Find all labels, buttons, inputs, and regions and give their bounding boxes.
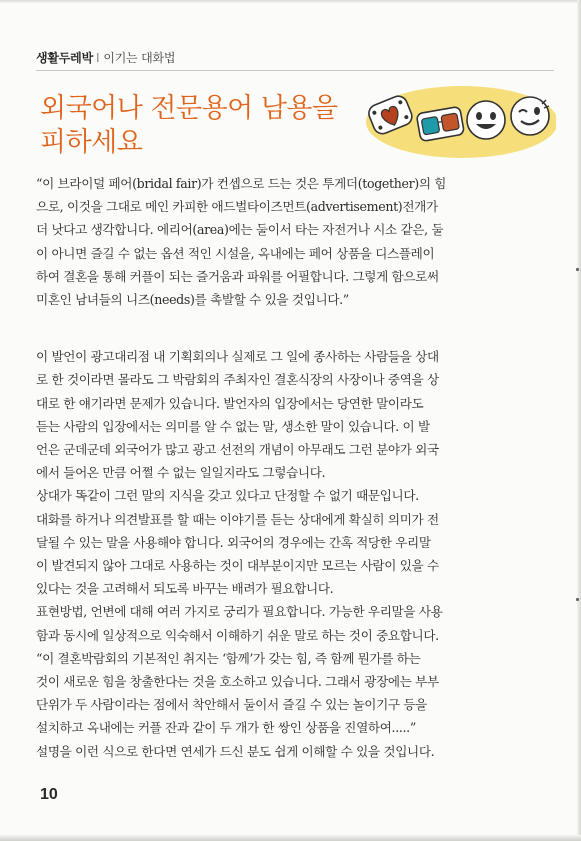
body-paragraph-1 <box>36 345 546 484</box>
body-line: 대로 한 얘기라면 문제가 있습니다. 발언자의 입장에서는 당연한 말이라도 <box>36 395 424 411</box>
body-line: 표현방법, 언변에 대해 여러 가지로 궁리가 필요합니다. 가능한 우리말을 사용 <box>36 604 443 620</box>
header-section: 생활두레박 <box>36 51 93 65</box>
quote-line: 이 아니면 즐길 수 없는 옵션 적인 시설을, 옥내에는 페어 상품을 디스플레이 <box>36 245 435 261</box>
body-line: 함과 동시에 일상적으로 익숙해서 이해하기 쉬운 말로 하는 것이 중요합니다. <box>36 627 439 643</box>
margin-mark <box>576 268 579 271</box>
body-line: 이 발견되지 않아 그대로 사용하는 것이 대부분이지만 모르는 사람이 있을 수 <box>36 558 439 574</box>
quote-line: 더 낫다고 생각합니다. 에리어(area)에는 둘이서 타는 자전거나 시소 같은, 둘 <box>36 222 444 238</box>
margin-mark <box>576 598 579 601</box>
body-paragraph-3 <box>36 508 546 601</box>
body-line: 이 발언이 광고대리점 내 기획회의나 실제로 그 일에 종사하는 사람들을 상대 <box>36 349 439 365</box>
title-line-2: 피하세요 <box>40 127 143 158</box>
page-edge-bottom <box>0 835 581 841</box>
body-paragraph-5 <box>36 647 546 740</box>
body-line: 언은 군데군데 외국어가 많고 광고 선전의 개념이 아무래도 그런 분야가 외국 <box>36 442 439 458</box>
title-illustration <box>360 82 556 160</box>
article-body <box>36 172 546 763</box>
quote-line: 으로, 이것을 그대로 메인 카피한 애드벌타이즈먼트(advertisement)전개가 <box>36 199 438 215</box>
body-line: 설명을 이런 식으로 한다면 연세가 드신 분도 쉽게 이해할 수 있을 것입니다. <box>36 743 435 759</box>
quote-line: 미혼인 남녀들의 니즈(needs)를 촉발할 수 있을 것입니다.” <box>36 292 349 308</box>
paragraph-gap <box>36 311 546 335</box>
body-line: “이 결혼박람회의 기본적인 취지는 ‘함께’가 갖는 힘, 즉 함께 뭔가를 하는 <box>36 650 421 666</box>
body-paragraph-2 <box>36 484 546 507</box>
body-line: 대화를 하거나 의견발표를 할 때는 이야기를 듣는 상대에게 확실히 의미가 전 <box>36 511 439 527</box>
quote-line: “이 브라이덜 페어(bridal fair)가 컨셉으로 드는 것은 투게더(together)의 힘 <box>36 176 447 191</box>
title-line-1: 외국어나 전문용어 남용을 <box>40 93 338 124</box>
smiley-face-icon <box>467 101 505 139</box>
body-line: 있다는 것을 고려해서 되도록 바꾸는 배려가 필요합니다. <box>36 581 334 597</box>
page-edge-top <box>0 0 581 3</box>
body-line: 설치하고 옥내에는 커플 잔과 같이 두 개가 한 쌍인 상품을 진열하여.....” <box>36 720 416 736</box>
page-edge-right <box>577 0 581 841</box>
body-line: 것이 새로운 힘을 창출한다는 것을 호소하고 있습니다. 그래서 광장에는 부부 <box>36 674 439 690</box>
header-chapter: 이기는 대화법 <box>103 51 176 65</box>
page-title <box>40 92 360 160</box>
quote-line: 하여 결혼을 통해 커플이 되는 즐거움과 파워를 어필합니다. 그렇게 함으로써 <box>36 268 439 284</box>
running-header <box>36 49 175 66</box>
body-paragraph-6 <box>36 740 546 763</box>
body-line: 상대가 똑같이 그런 말의 지식을 갖고 있다고 단정할 수 없기 때문입니다. <box>36 488 419 504</box>
body-paragraph-4 <box>36 600 546 646</box>
body-line: 달될 수 있는 말을 사용해야 합니다. 외국어의 경우에는 간혹 적당한 우리말 <box>36 534 431 550</box>
body-line: 듣는 사람의 입장에서는 의미를 알 수 없는 말, 생소한 말이 있습니다. 이 발 <box>36 418 430 434</box>
paragraph-gap <box>36 335 546 345</box>
header-separator: I <box>95 51 100 65</box>
body-line: 로 한 것이라면 몰라도 그 박람회의 주최자인 결혼식장의 사장이나 중역을 상 <box>36 372 439 388</box>
winking-face-icon <box>511 97 549 135</box>
quote-paragraph <box>36 172 546 311</box>
body-line: 단위가 두 사람이라는 점에서 착안해서 둘이서 즐길 수 있는 놀이기구 등을 <box>36 697 427 713</box>
header-rule <box>36 70 554 71</box>
page-number: 10 <box>40 786 58 803</box>
body-line: 에서 들어온 만큼 어쩔 수 없는 일일지라도 그렇습니다. <box>36 465 326 481</box>
